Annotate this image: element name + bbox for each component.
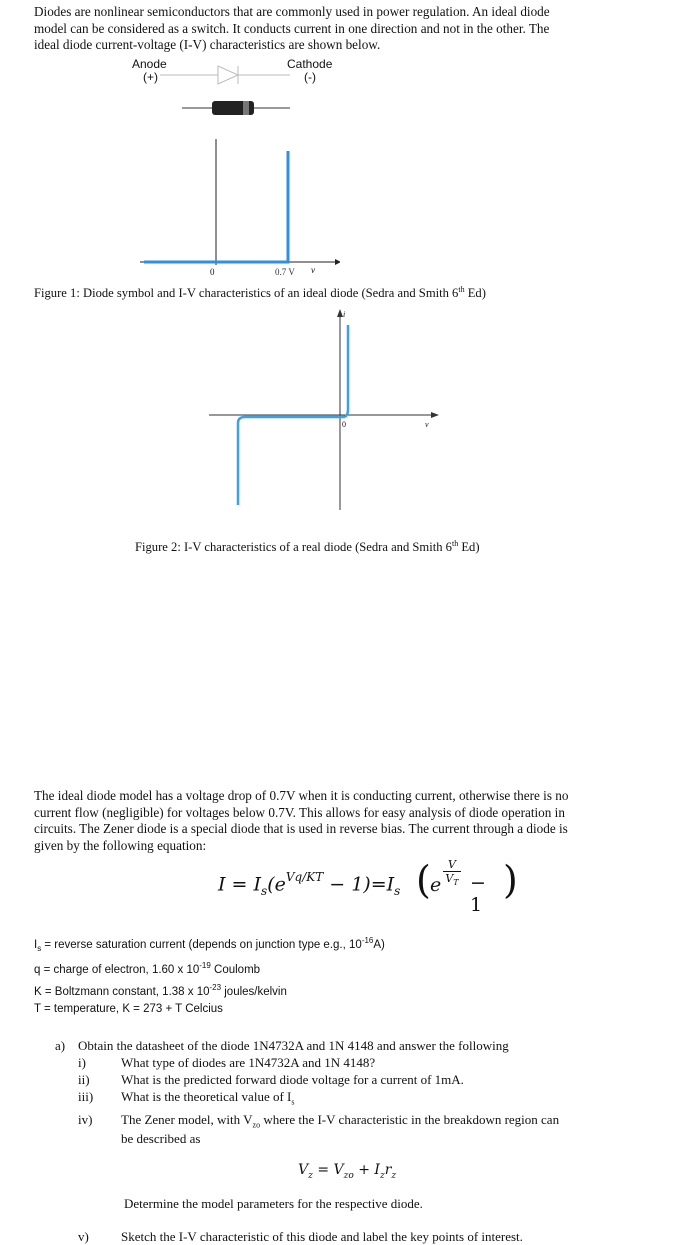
figure1-caption bbox=[34, 285, 486, 301]
eq-exp1: Vq/KT bbox=[285, 870, 324, 884]
fig2-v-axis-label: v bbox=[425, 420, 429, 429]
eq-lhs: I = I bbox=[218, 873, 262, 896]
body-line: The ideal diode model has a voltage drop of 0.7V when it is conducting current, otherwise there is no bbox=[34, 788, 569, 803]
fig1-v-axis-label: v bbox=[311, 265, 315, 275]
anode-sign: (+) bbox=[143, 70, 158, 84]
determine-text: Determine the model parameters for the respective diode. bbox=[124, 1196, 423, 1211]
item-num: i) bbox=[78, 1055, 86, 1070]
intro-line: Diodes are nonlinear semiconductors that are commonly used in power regulation. An ideal diode bbox=[34, 4, 550, 19]
item-text-iii: What is the theoretical value of $I_s$ bbox=[121, 1089, 295, 1107]
eq-frac-den-sub: T bbox=[453, 878, 459, 888]
figure2-caption bbox=[135, 539, 480, 555]
v-axis-arrow-icon bbox=[335, 259, 340, 265]
item-num: ii) bbox=[78, 1072, 90, 1087]
item-num: iii) bbox=[78, 1089, 94, 1104]
fig2-i-axis-label: i bbox=[343, 310, 346, 319]
diode-component-icon bbox=[182, 101, 290, 115]
fig2-origin-label: 0 bbox=[342, 420, 346, 429]
eq-minus-one: − 1)=I bbox=[323, 873, 395, 896]
diode-schematic-icon bbox=[160, 66, 290, 84]
cathode-sign: (-) bbox=[304, 70, 316, 84]
figure2-caption-end: Ed) bbox=[458, 540, 480, 555]
item-num: iv) bbox=[78, 1112, 93, 1127]
definitions-block bbox=[34, 932, 385, 1018]
definition-t: T = temperature, K = 273 + T Celcius bbox=[34, 1002, 223, 1015]
ideal-iv-plot bbox=[140, 135, 340, 280]
figure1-caption-sup: th bbox=[458, 285, 465, 294]
eq-fraction bbox=[443, 858, 461, 887]
body-line: given by the following equation: bbox=[34, 837, 207, 853]
fig1-origin-label: 0 bbox=[210, 267, 215, 277]
cathode-label: Cathode bbox=[287, 57, 333, 71]
figure2-caption-sup: th bbox=[451, 539, 459, 548]
eq-tail: − 1 bbox=[470, 872, 486, 916]
definition-q: q = charge of electron, 1.60 x $10^{-19}$ Coulomb bbox=[34, 961, 261, 976]
question-a-text: Obtain the datasheet of the diode 1N4732A and 1N 4148 and answer the following bbox=[78, 1038, 509, 1053]
definition-is: $I_s$ = reverse saturation current (depends on junction type e.g., $10^{-16}A$) bbox=[34, 936, 385, 954]
item-num: v) bbox=[78, 1229, 89, 1244]
zener-equation: $V_z = V_{zo} + I_zr_z$ bbox=[298, 1162, 397, 1181]
figure2-caption-text: Figure 2: I-V characteristics of a real diode (Sedra and Smith 6 bbox=[135, 540, 452, 555]
intro-paragraph bbox=[34, 4, 654, 54]
v-axis-arrow-icon bbox=[431, 412, 439, 418]
body-paragraph bbox=[34, 788, 654, 854]
intro-line: ideal diode current-voltage (I-V) characteristics are shown below. bbox=[34, 37, 381, 53]
figure1-caption-text: Figure 1: Diode symbol and I-V characteristics of an ideal diode (Sedra and Smith 6 bbox=[34, 286, 459, 301]
eq-sub-s: s bbox=[261, 884, 268, 899]
intro-line: model can be considered as a switch. It conducts current in one direction and not in the other. The bbox=[34, 20, 550, 36]
questions-block bbox=[0, 1038, 677, 1243]
body-line: current flow (negligible) for voltages below 0.7V. This allows for easy analysis of diode operation in bbox=[34, 804, 565, 820]
figure1-caption-end: Ed) bbox=[464, 286, 486, 301]
item-text-iv: The Zener model, with $V_{zo}$ where the I-V characteristic in the breakdown region can bbox=[121, 1112, 560, 1130]
item-text: What type of diodes are 1N4732A and 1N 4148? bbox=[121, 1055, 376, 1070]
fig1-knee-label: 0.7 V bbox=[275, 267, 295, 277]
eq-frac-num: V bbox=[443, 858, 461, 872]
item-text: What is the predicted forward diode voltage for a current of 1mA. bbox=[121, 1072, 464, 1087]
body-line: circuits. The Zener diode is a special diode that is used in reverse bias. The current through a diode is bbox=[34, 821, 568, 837]
eq-frac-den: V bbox=[445, 872, 454, 885]
diode-symbol-figure bbox=[160, 58, 320, 128]
anode-label: Anode bbox=[132, 57, 167, 71]
question-a-label: a) bbox=[55, 1038, 66, 1053]
definition-k: K = Boltzmann constant, 1.38 x $10^{-23}$ joules/kelvin bbox=[34, 982, 287, 998]
real-iv-plot bbox=[205, 305, 445, 515]
item-text-v: Sketch the I-V characteristic of this diode and label the key points of interest. bbox=[121, 1229, 523, 1244]
item-text-iv-line2: be described as bbox=[121, 1131, 201, 1146]
